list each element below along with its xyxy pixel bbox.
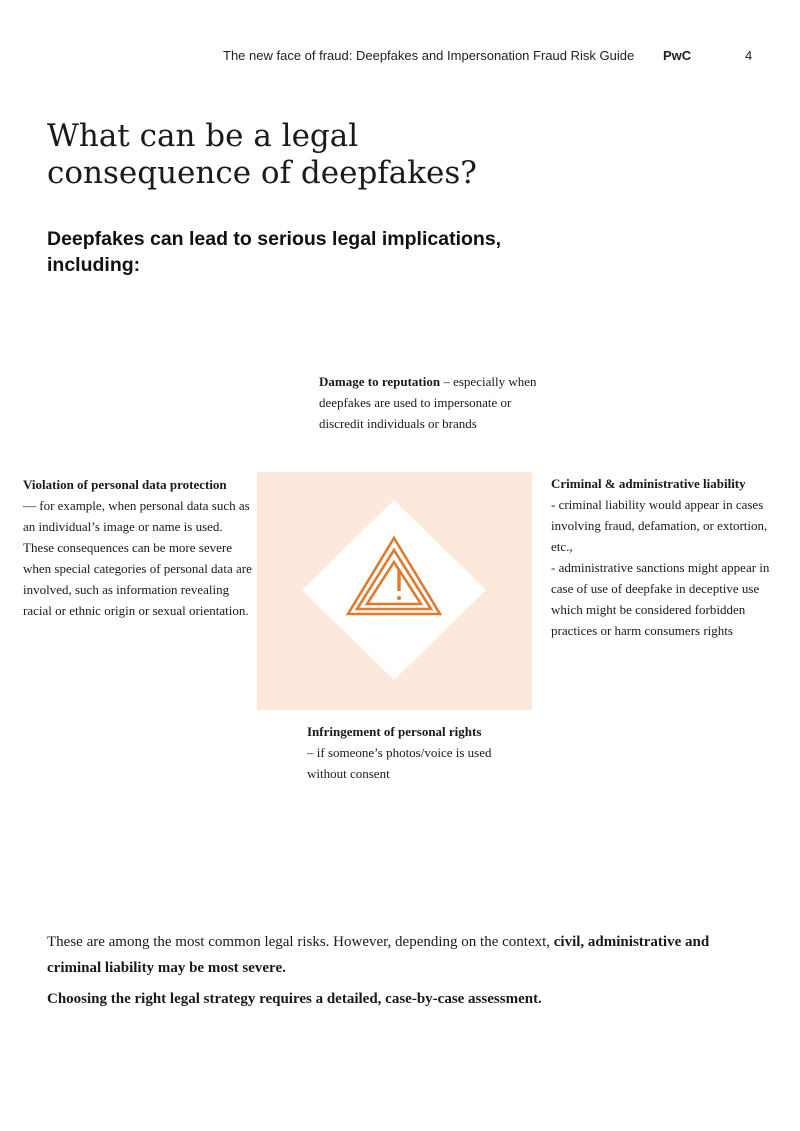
consequence-heading: Damage to reputation: [319, 374, 441, 389]
consequence-personal-rights: [307, 721, 517, 784]
document-title: The new face of fraud: Deepfakes and Impersonation Fraud Risk Guide: [223, 48, 635, 63]
consequence-heading: Violation of personal data protection: [23, 477, 227, 492]
consequence-text-criminal: - criminal liability would appear in cases involving fraud, defamation, or extortion, etc.,: [551, 497, 768, 554]
consequence-damage-to-reputation: [319, 371, 549, 434]
summary-text: These are among the most common legal risks. However, depending on the context,: [47, 934, 554, 950]
page-title: What can be a legal consequence of deepfakes?: [47, 118, 477, 191]
consequence-text: — for example, when personal data such as an individual’s image or name is used. These consequences can be more severe when special categories of personal data are involved, such as information revealing racial or ethnic origin or sexual orientation.: [23, 498, 252, 618]
page-subtitle: Deepfakes can lead to serious legal implications, including:: [47, 228, 502, 276]
page-number: 4: [745, 48, 753, 63]
consequence-heading: Infringement of personal rights: [307, 724, 482, 739]
brand-label: PwC: [663, 48, 692, 63]
consequence-heading: Criminal & administrative liability: [551, 476, 746, 491]
consequence-text: – especially when deepfakes are used to impersonate or discredit individuals or brands: [319, 374, 537, 431]
warning-graphic: [257, 472, 532, 710]
closing-statement: Choosing the right legal strategy requires a detailed, case-by-case assessment.: [47, 991, 542, 1007]
consequence-data-protection: [23, 474, 255, 621]
white-diamond: [302, 500, 486, 680]
consequence-text: – if someone’s photos/voice is used without consent: [307, 745, 492, 781]
warning-graphic-panel: [257, 472, 532, 710]
consequence-criminal-liability: [551, 473, 791, 641]
summary-paragraph: [47, 929, 747, 981]
summary-emphasis: civil, administrative and criminal liability may be most severe.: [47, 934, 710, 976]
consequence-text-administrative: - administrative sanctions might appear in case of use of deepfake in deceptive use which might be considered forbidden practices or harm consumers rights: [551, 560, 770, 638]
